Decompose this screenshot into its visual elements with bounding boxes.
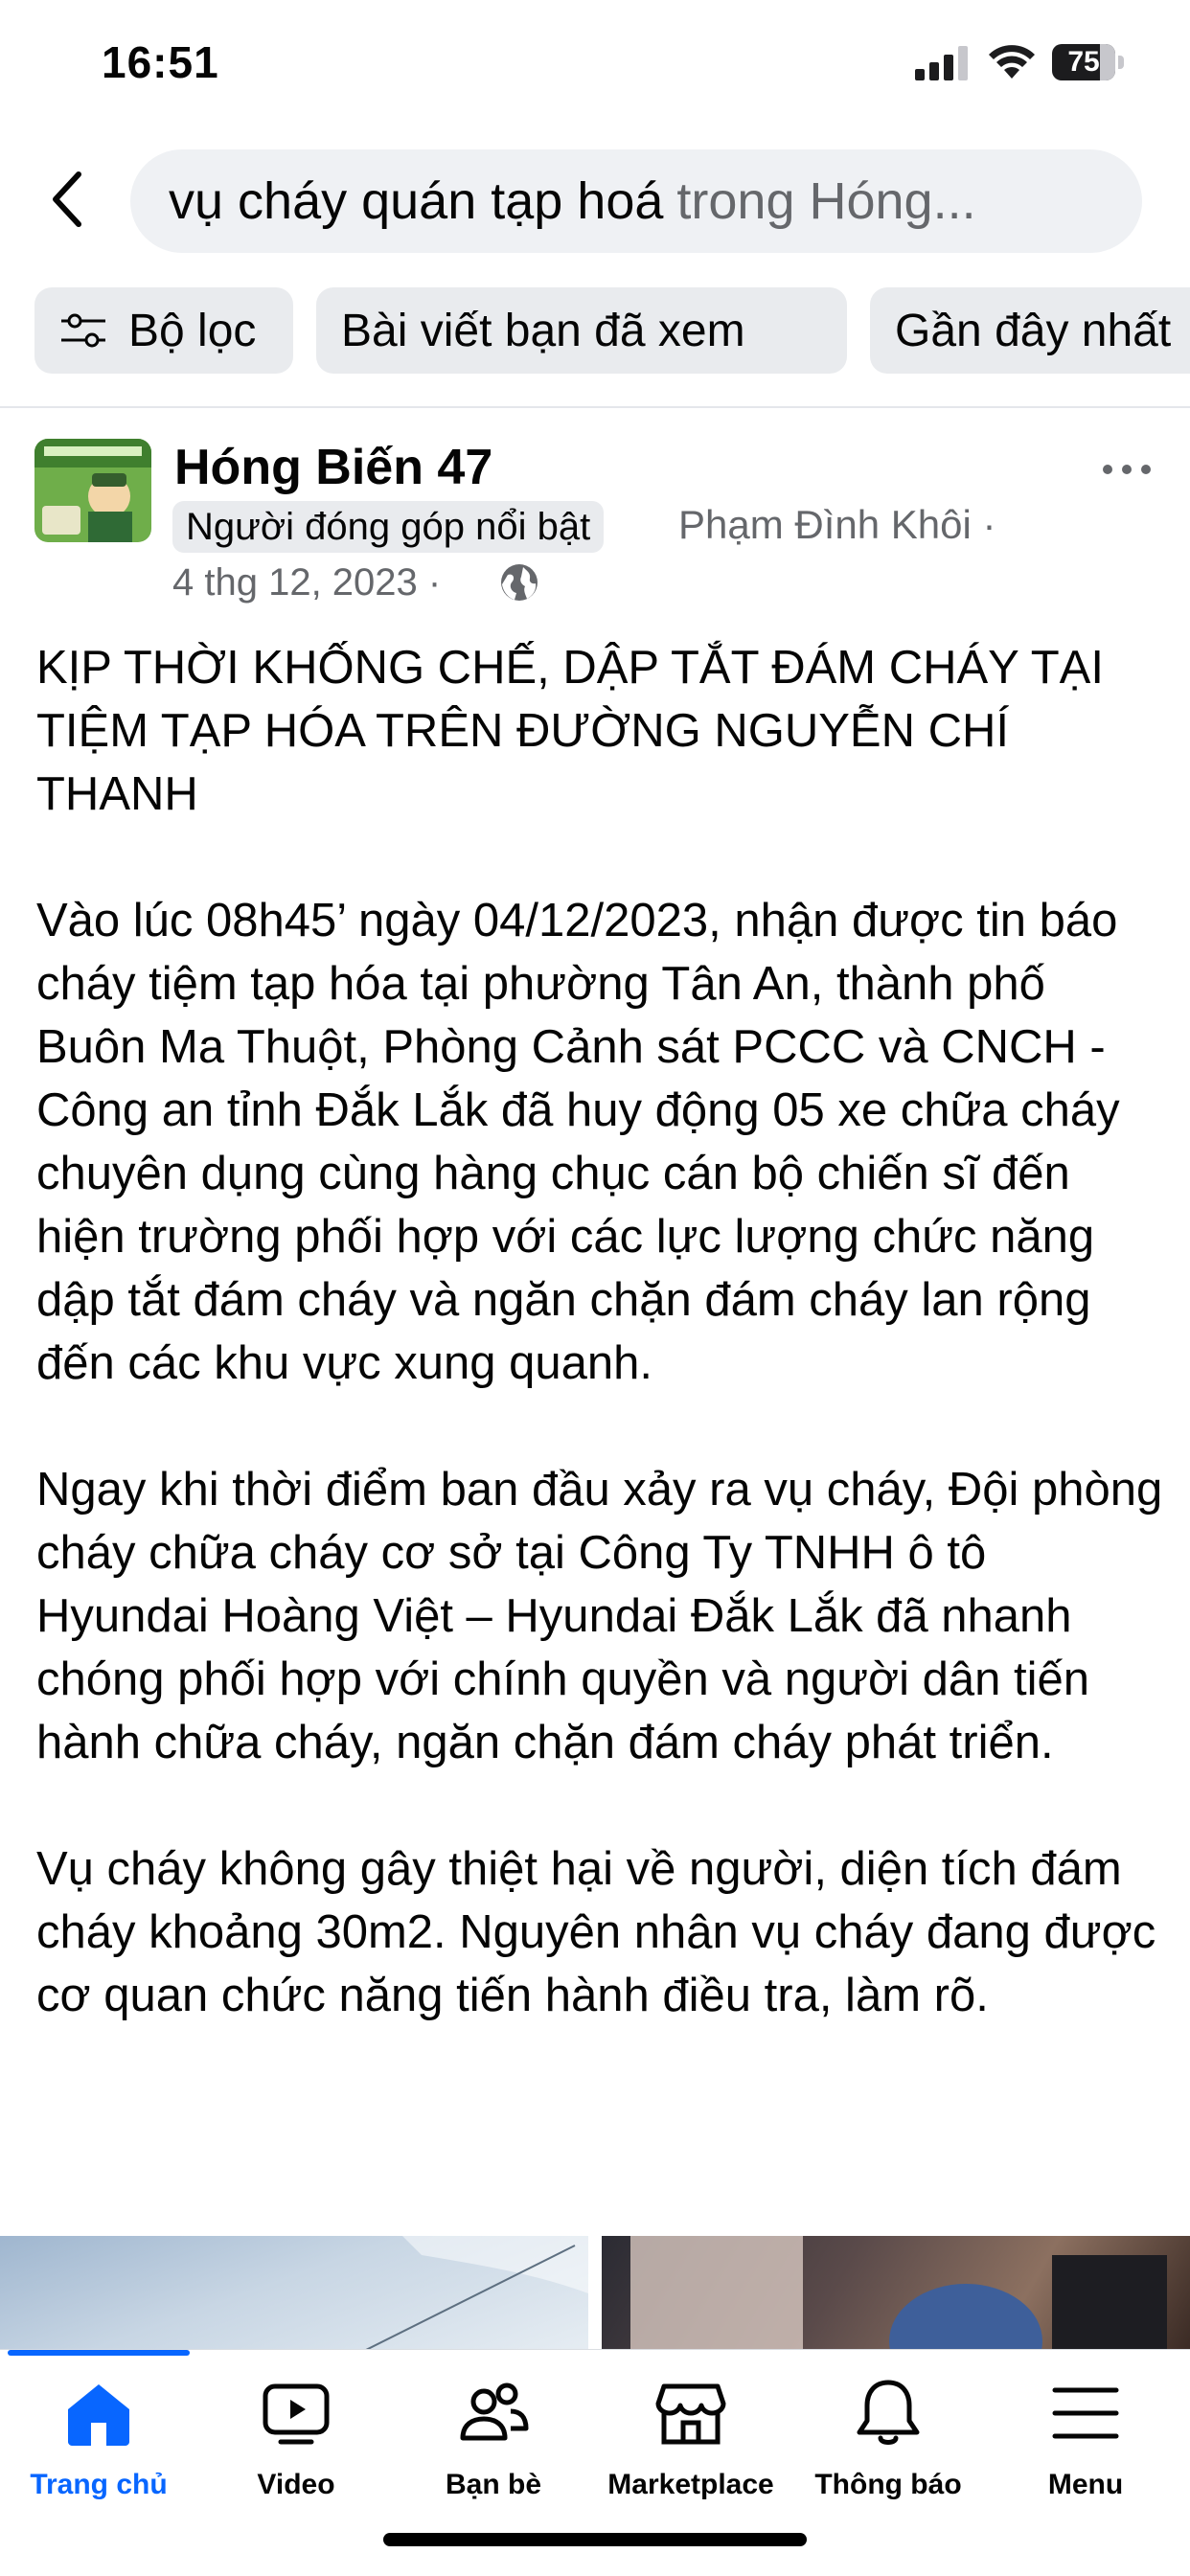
bell-icon (852, 2377, 925, 2450)
header-divider (0, 406, 1190, 408)
nav-friends[interactable] (395, 2377, 592, 2511)
nav-home[interactable] (0, 2377, 197, 2511)
search-context: trong Hóng... (676, 172, 976, 230)
nav-menu[interactable] (987, 2377, 1184, 2511)
post-author[interactable]: Hóng Biến 47 (174, 440, 493, 495)
nav-label: Marketplace (607, 2469, 774, 2500)
post-date[interactable]: 4 thg 12, 2023 · (172, 561, 442, 604)
post-image[interactable] (602, 2236, 1190, 2351)
back-button[interactable] (42, 165, 92, 234)
filter-chip-label: Bộ lọc (128, 305, 257, 356)
nav-video[interactable] (197, 2377, 395, 2511)
nav-notifications[interactable] (790, 2377, 987, 2511)
post-coauthor[interactable]: Phạm Đình Khôi · (678, 502, 996, 547)
top-contributor-badge: Người đóng góp nổi bật (172, 501, 604, 553)
active-tab-indicator (8, 2350, 190, 2356)
filter-chip-filters[interactable] (34, 287, 293, 374)
more-options-icon[interactable] (1098, 450, 1156, 489)
menu-icon (1049, 2377, 1122, 2450)
nav-label: Trang chủ (30, 2469, 168, 2500)
filter-chip-most-recent[interactable] (870, 287, 1190, 374)
post-paragraph: Ngay khi thời điểm ban đầu xảy ra vụ cháy, Đội phòng cháy chữa cháy cơ sở tại Công Ty TNHH ô tô Hyundai Hoàng Việt – Hyundai Đắk Lắk đã nhanh chóng phối hợp với chính quyền và người dân tiến hành chữa cháy, ngăn chặn đám cháy phát triển. (36, 1464, 1163, 1768)
nav-label: Thông báo (814, 2469, 962, 2500)
status-bar (0, 0, 1190, 134)
filter-chip-label: Gần đây nhất (895, 305, 1172, 356)
filter-chips (34, 287, 1190, 376)
search-input[interactable] (130, 149, 1142, 253)
friends-icon (457, 2377, 530, 2450)
cellular-signal-icon (915, 46, 969, 80)
nav-marketplace[interactable] (592, 2377, 790, 2511)
nav-label: Bạn bè (445, 2469, 542, 2500)
filter-chip-label: Bài viết bạn đã xem (341, 305, 745, 356)
sliders-icon (59, 311, 107, 350)
globe-icon (498, 561, 540, 604)
marketplace-icon (654, 2377, 727, 2450)
nav-label: Menu (1047, 2469, 1124, 2500)
post-headline: KỊP THỜI KHỐNG CHẾ, DẬP TẮT ĐÁM CHÁY TẠI TIỆM TẠP HÓA TRÊN ĐƯỜNG NGUYỄN CHÍ THANH (36, 642, 1104, 820)
post-paragraph: Vào lúc 08h45’ ngày 04/12/2023, nhận được tin báo cháy tiệm tạp hóa tại phường Tân An, thành phố Buôn Ma Thuột, Phòng Cảnh sát PCCC và CNCH - Công an tỉnh Đắk Lắk đã huy động 05 xe chữa cháy chuyên dụng cùng hàng chục cán bộ chiến sĩ đến hiện trường phối hợp với các lực lượng chức năng dập tắt đám cháy và ngăn chặn đám cháy lan rộng đến các khu vực xung quanh. (36, 895, 1120, 1389)
battery-level: 75 (1067, 46, 1100, 78)
search-query: vụ cháy quán tạp hoá (169, 172, 664, 230)
post-paragraph: Vụ cháy không gây thiệt hại về người, diện tích đám cháy khoảng 30m2. Nguyên nhân vụ cháy đang được cơ quan chức năng tiến hành điều tra, làm rõ. (36, 1843, 1156, 2021)
home-icon (62, 2377, 135, 2450)
post-body (36, 636, 1167, 2027)
page-avatar[interactable] (34, 439, 151, 542)
post-image[interactable] (0, 2236, 588, 2351)
filter-chip-seen-posts[interactable] (316, 287, 847, 374)
video-icon (260, 2377, 332, 2450)
chevron-left-icon (50, 171, 84, 228)
home-indicator[interactable] (383, 2533, 807, 2546)
battery-indicator (1052, 44, 1125, 82)
wifi-icon (987, 42, 1037, 80)
status-time: 16:51 (102, 37, 219, 87)
nav-label: Video (257, 2469, 335, 2500)
